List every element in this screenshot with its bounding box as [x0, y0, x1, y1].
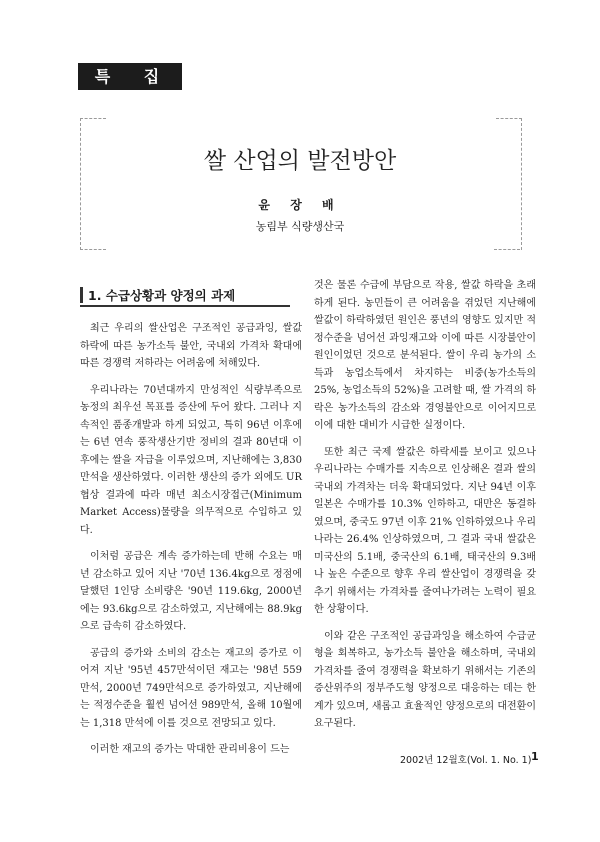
- title-frame-corner: [494, 249, 520, 250]
- page-number: 1: [531, 750, 539, 763]
- section-heading: [80, 285, 290, 307]
- title-frame-corner: [80, 249, 106, 250]
- paragraph: 또한 최근 국제 쌀값은 하락세를 보이고 있으나 우리나라는 수매가를 지속으로 인상해온 결과 쌀의 국내외 가격차는 더욱 확대되었다. 지난 94년 이후 일본은 수매가를 10.3% 인하하고, 대만은 동결하였으며, 중국도 97년 이후 21% 인하하였으나 우리나라는 26.4% 인상하였으며, 그 결과 국내 쌀값은 미국산의 5.1배, 중국산의 6.1배, 태국산의 9.3배나 높은 수준으로 향후 우리 쌀산업이 경쟁력을 갖추기 위해서는 가격차를 줄여나가려는 노력이 필요한 상황이다.: [314, 446, 536, 615]
- right-column: [314, 277, 536, 742]
- paragraph: 공급의 증가와 소비의 감소는 재고의 증가로 이어져 지난 '95년 457만석이던 재고는 '98년 559만석, 2000년 749만석으로 증가하였고, 지난해에는 적정수준을 훨씬 넘어선 989만석, 올해 10월에는 1,318 만석에 이를 것으로 전망되고 있다.: [80, 647, 302, 729]
- paragraph: 이처럼 공급은 계속 증가하는데 반해 수요는 매년 감소하고 있어 지난 '70년 136.4kg으로 정점에 달했던 1인당 소비량은 '90년 119.6kg, 2000년에는 93.6kg으로 감소하였고, 지난해에는 88.9kg으로 급속히 감소하였다.: [80, 551, 302, 632]
- article-title: 쌀 산업의 발전방안: [203, 148, 397, 174]
- author-name: 윤 장 배: [258, 198, 342, 212]
- paragraph: 최근 우리의 쌀산업은 구조적인 공급과잉, 쌀값 하락에 따른 농가소득 불안, 국내외 가격차 확대에 따른 경쟁력 저하라는 어려움에 처해있다.: [80, 323, 302, 369]
- paragraph: 것은 물론 수급에 부담으로 작용, 쌀값 하락을 초래하게 된다. 농민들이 큰 어려움을 겪었던 지난해에 쌀값이 하락하였던 원인은 풍년의 영향도 있지만 적정수준을 넘어선 과잉재고와 이에 따른 시장불안이 원인이었던 것으로 분석된다. 쌀이 우리 농가의 소득과 농업소득에서 차지하는 비중(농가소득의 25%, 농업소득의 52%)을 고려할 때, 쌀 가격의 하락은 농가소득의 감소와 경영불안으로 이어지므로 이에 대한 대비가 시급한 실정이다.: [314, 280, 536, 431]
- section-heading-text: 1. 수급상황과 양정의 과제: [88, 288, 236, 303]
- section-marker: [80, 287, 83, 303]
- left-column: [80, 320, 302, 768]
- issue-info: 2002년 12월호(Vol. 1. No. 1): [400, 755, 532, 766]
- paragraph: 이와 같은 구조적인 공급과잉을 해소하여 수급균형을 회복하고, 농가소득 불안을 해소하며, 국내외 가격차를 줄여 경쟁력을 확보하기 위해서는 기존의 증산위주의 정부주도형 양정으로 대응하는 데는 한계가 있으며, 새롭고 효율적인 양정으로의 대전환이 요구된다.: [314, 630, 536, 729]
- paragraph: 우리나라는 70년대까지 만성적인 식량부족으로 농정의 최우선 목표를 증산에 두어 왔다. 그러나 지속적인 품종개발과 하게 되었고, 특히 96년 이후에는 6년 연속 풍작생산기반 정비의 결과 80년대 이후에는 쌀을 자급을 이루었으며, 지난해에는 3,830 만석을 생산하였다. 이러한 생산의 증가 외에도 UR 협상 결과에 따라 매년 최소시장접근(Minimum Market Access)물량을 의무적으로 수입하고 있다.: [80, 384, 302, 536]
- author-affiliation: 농림부 식량생산국: [255, 220, 345, 233]
- feature-tag: 특 집: [78, 63, 182, 90]
- paragraph: 이러한 재고의 증가는 막대한 관리비용이 드는: [90, 744, 290, 755]
